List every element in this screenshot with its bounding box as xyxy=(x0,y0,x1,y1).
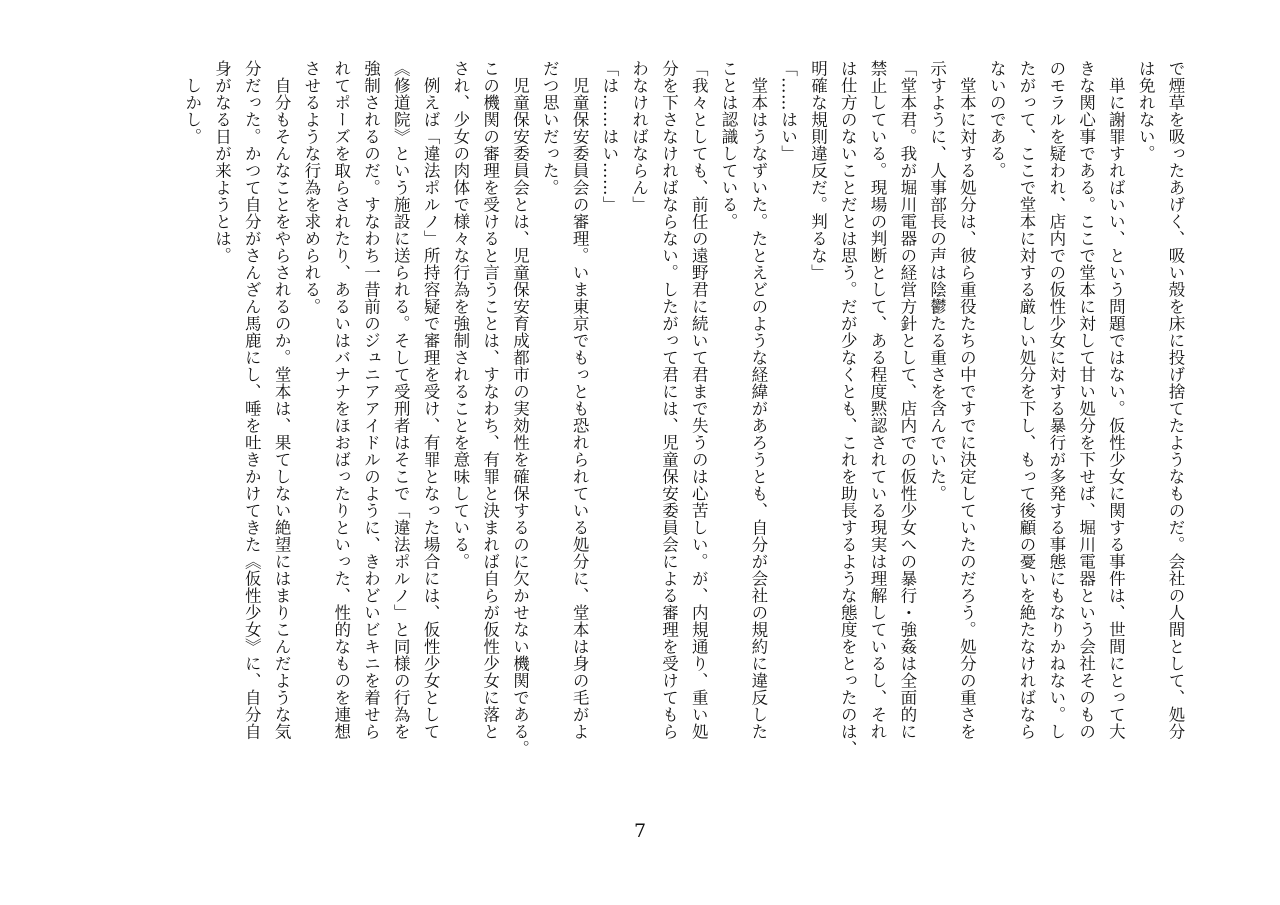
text-line: 示すように、人事部長の声は陰鬱たる重さを含んでいた。 xyxy=(927,60,947,502)
text-line: ないのである。 xyxy=(987,60,1007,179)
text-line: させるような行為を求められる。 xyxy=(301,60,321,315)
text-line: され、少女の肉体で様々な行為を強制されることを意味している。 xyxy=(450,60,470,570)
text-line: れてポーズを取らされたり、あるいはバナナをほおばったりといった、性的なものを連想 xyxy=(331,60,351,740)
text-line: で煙草を吸ったあげく、吸い殻を床に投げ捨てたようなものだ。会社の人間として、処分 xyxy=(1166,60,1185,740)
text-line: は免れない。 xyxy=(1136,60,1156,162)
text-line: 自分もそんなことをやらされるのか。堂本は、果てしない絶望にはまりこんだような気 xyxy=(272,60,292,740)
text-line: 強制されるのだ。すなわち一昔前のジュニアアイドルのように、きわどいビキニを着せら xyxy=(361,60,381,740)
page-number: 7 xyxy=(633,820,647,842)
text-line: 禁止している。現場の判断として、ある程度黙認されている現実は理解しているし、それ xyxy=(868,60,888,740)
text-line: だつ思いだった。 xyxy=(540,60,560,196)
text-line: 身がなる日が来ようとは。 xyxy=(212,60,232,264)
text-line: 児童保安委員会の審理。いま東京でもっとも恐れられている処分に、堂本は身の毛がよ xyxy=(570,60,590,740)
text-line: 単に謝罪すればいい、という問題ではない。仮性少女に関する事件は、世間にとって大 xyxy=(1106,60,1126,740)
text-line: 「は……はい……」 xyxy=(599,60,619,213)
text-line: 児童保安委員会とは、児童保安育成都市の実効性を確保するのに欠かせない機関である。 xyxy=(510,60,530,757)
text-line: この機関の審理を受けると言うことは、すなわち、有罪と決まれば自らが仮性少女に落と xyxy=(480,60,500,740)
text-line: 「堂本君。我が堀川電器の経営方針として、店内での仮性少女への暴行・強姦は全面的に xyxy=(897,60,917,740)
text-line: 《修道院》という施設に送られる。そして受刑者はそこで「違法ポルノ」と同様の行為を xyxy=(391,60,411,740)
text-line: きな関心事である。ここで堂本に対して甘い処分を下せば、堀川電器という会社そのもの xyxy=(1076,60,1096,740)
text-line: のモラルを疑われ、店内での仮性少女に対する暴行が多発する事態にもなりかねない。し xyxy=(1046,60,1066,740)
text-line: しかし。 xyxy=(182,60,202,145)
text-line: 明確な規則違反だ。判るな」 xyxy=(808,60,828,281)
text-line: 「……はい」 xyxy=(778,60,798,162)
vertical-text-body xyxy=(80,60,1190,820)
text-line: たがって、ここで堂本に対する厳しい処分を下し、もって後顧の憂いを絶たなければなら xyxy=(1017,60,1037,740)
text-line: 堂本に対する処分は、彼ら重役たちの中ですでに決定していたのだろう。処分の重さを xyxy=(957,60,977,740)
text-line: 分だった。かつて自分がさんざん馬鹿にし、唾を吐きかけてきた《仮性少女》に、自分自 xyxy=(242,60,262,740)
text-line: 堂本はうなずいた。たとえどのような経緯があろうとも、自分が会社の規約に違反した xyxy=(748,60,768,740)
text-line: 分を下さなければならない。したがって君には、児童保安委員会による審理を受けてもら xyxy=(659,60,679,740)
text-line: 「我々としても、前任の遠野君に続いて君まで失うのは心苦しい。が、内規通り、重い処 xyxy=(689,60,709,740)
text-line: 例えば「違法ポルノ」所持容疑で審理を受け、有罪となった場合には、仮性少女として xyxy=(421,60,441,740)
text-line: わなければならん」 xyxy=(629,60,649,213)
text-line: ことは認識している。 xyxy=(719,60,739,230)
text-line: は仕方のないことだとは思う。だが少なくとも、これを助長するような態度をとったのは、 xyxy=(838,60,858,757)
